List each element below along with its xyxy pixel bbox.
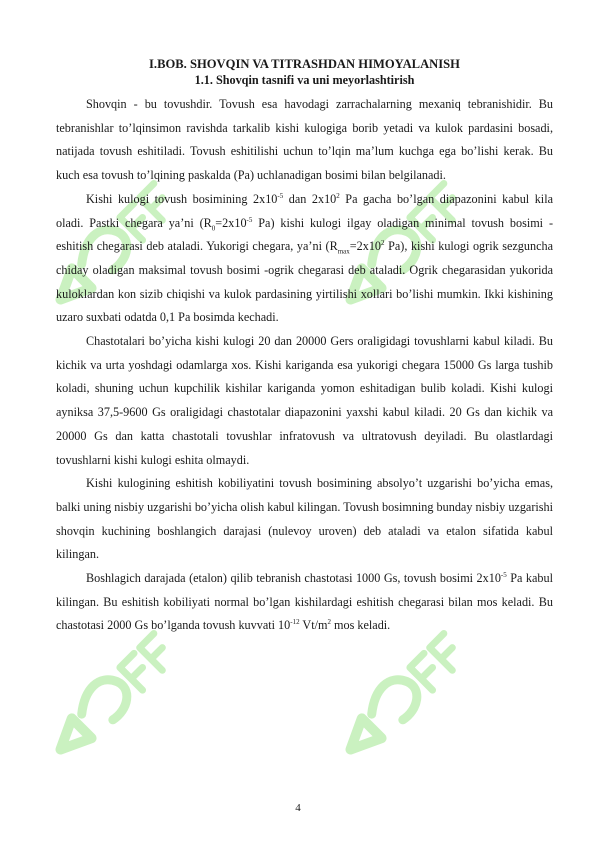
page-content (56, 56, 553, 638)
paragraph-3: Chastotalari bo’yicha kishi kulogi 20 dan 20000 Gers oraligidagi tovushlarni kabul kiladi. Bu kichik va urta yoshdagi odamlarga xos. Kishi kariganda esa yukorigi chegara 15000 Gs larga tushib koladi, shuning uchun kupchilik kishilar kariganda yomon eshitadigan bulib koladi. Kishi kulogi ayniksa 37,5-9600 Gs oraligidagi chastotalar diapazonini yaxshi kabul kiladi. 20 Gs dan kichik va 20000 Gs dan katta chastotali tovushlar infratovush va ultratovush deyiladi. Bu olastlardagi tovushlarni kishi kulogi eshita olmaydi. (56, 334, 553, 467)
section-title: 1.1. Shovqin tasnifi va uni meyorlashtirish (194, 73, 415, 87)
paragraph-5: Boshlagich darajada (etalon) qilib tebranish chastotasi 1000 Gs, tovush bosimi $2x10^{-5}$ Pa kabul kilingan. Bu eshitish kobiliyati normal bo’lgan kishilardagi eshitish chegarasi bilan mos keladi. Bu chastotasi 2000 Gs bo’lganda tovush kuvvati $10^{-12}$ $Vt/m^2$ mos keladi. (56, 571, 553, 633)
paragraph-1: Shovqin - bu tovushdir. Tovush esa havodagi zarrachalarning mexaniq tebranishidir. Bu tebranishlar to’lqinsimon ravishda tarkalib kishi kulogiga borib yetadi va kulok pardasini bosadi, natijada tovush eshitiladi. Tovush eshitilishi uchun to’lqin ma’lum kuchga ega bo’lishi kerak. Bu kuch esa tovush to’lqining paskalda (Pa) uchlanadigan bosimi bilan belgilanadi. (56, 97, 553, 183)
paragraph-2: Kishi kulogi tovush bosimining $2x10^{-5}$ dan $2x10^2$ Pa gacha bo’lgan diapazonini kabul kila oladi. Pastki chegara ya’ni ($R_0=2x10^{-5}$ Pa) kishi kulogi ilgay oladigan minimal tovush bosimi - eshitish chegarasi deb ataladi. Yukorigi chegara, ya’ni ($R_{max}=2x10^2$ Pa), kishi kulogi ogrik sezguncha chiday oladigan maksimal tovush bosimi -ogrik chegarasi deb ataladi. Ogrik chegarasidan yukorida kuloklardan kon sizib chiqishi va kulok pardasining yirtilishi xollari bo’lishi mumkin. Ikki kishining uzaro suxbati odatda 0,1 Pa bosimda kechadi. (56, 191, 553, 325)
chapter-title: I.BOB. SHOVQIN VA TITRASHDAN HIMOYALANISH (149, 57, 460, 71)
watermark-logo (45, 629, 177, 761)
page-number: 4 (295, 802, 301, 814)
watermark-logo (335, 629, 467, 761)
paragraph-4: Kishi kulogining eshitish kobiliyatini tovush bosimining absolyo’t uzgarishi bo’yicha emas, balki uning nisbiy uzgarishi bo’yicha olish kabul kilingan. Tovush bosimning bunday nisbiy uzgarishi shovqin kuchining boshlangich darajasi (nulevoy uroven) deb ataladi va etalon sifatida kabul kilingan. (56, 476, 553, 562)
